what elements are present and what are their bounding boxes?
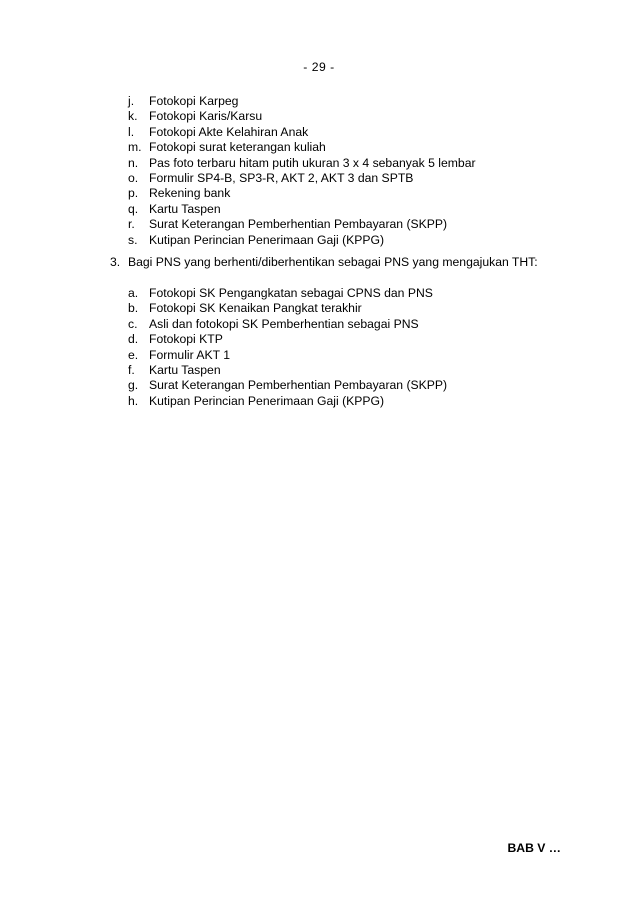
list-marker: q. [128,201,139,216]
list-item-text: Fotokopi Karpeg [149,94,239,108]
list-item-text: Fotokopi Akte Kelahiran Anak [149,124,309,139]
list-item-text: Fotokopi KTP [149,332,223,347]
list-item [128,378,568,393]
list-marker: c. [128,316,138,331]
list-item-text: Kartu Taspen [149,362,221,377]
list-marker: s. [128,232,138,247]
list-item-text: Formulir AKT 1 [149,347,231,362]
list-item [128,140,568,155]
list-item-text: Pas foto terbaru hitam putih ukuran 3 x 4 sebanyak 5 lembar [149,155,476,170]
list-item [128,202,568,217]
list-marker: n. [128,155,139,170]
list-marker: h. [128,393,139,408]
list-item [128,109,568,124]
list-marker: j. [128,94,135,108]
list-marker: r. [128,217,135,232]
list-item [128,125,568,140]
list-item [128,156,568,171]
list-item-text: Kartu Taspen [149,201,221,216]
list-item [128,332,568,347]
list-item [128,394,568,409]
list-item [128,348,568,363]
list-marker: k. [128,109,138,124]
section-number: 3. [110,255,121,269]
list-item [128,94,568,109]
document-list-continued [128,94,568,248]
list-item [128,171,568,186]
list-item [128,317,568,332]
list-item-text: Fotokopi SK Kenaikan Pangkat terakhir [149,301,362,316]
list-marker: p. [128,186,139,201]
list-item [128,233,568,248]
list-item-text: Formulir SP4-B, SP3-R, AKT 2, AKT 3 dan SPTB [149,170,414,185]
page-number: - 29 - [303,60,335,74]
list-item-text: Kutipan Perincian Penerimaan Gaji (KPPG) [149,232,385,247]
list-marker: e. [128,347,139,362]
list-marker: d. [128,332,139,347]
list-marker: a. [128,286,139,300]
list-item-text: Fotokopi surat keterangan kuliah [149,140,326,155]
section-heading-text: Bagi PNS yang berhenti/diberhentikan sebagai PNS yang mengajukan THT: [128,255,538,269]
list-item [128,217,568,232]
list-marker: o. [128,170,139,185]
list-item [128,363,568,378]
list-item-text: Asli dan fotokopi SK Pemberhentian sebagai PNS [149,316,419,331]
list-item-text: Rekening bank [149,186,231,201]
list-marker: m. [128,140,142,155]
list-item [128,286,568,301]
list-marker: f. [128,362,135,377]
continuation-footer: BAB V … [507,841,561,855]
list-item-text: Surat Keterangan Pemberhentian Pembayaran (SKPP) [149,217,448,232]
list-item-text: Kutipan Perincian Penerimaan Gaji (KPPG) [149,393,385,408]
list-item-text: Fotokopi Karis/Karsu [149,109,263,124]
list-marker: g. [128,378,139,393]
list-item-text: Surat Keterangan Pemberhentian Pembayaran (SKPP) [149,378,448,393]
section-3-list [128,286,568,409]
list-item [128,301,568,316]
list-marker: l. [128,124,135,139]
list-item [128,186,568,201]
list-item-text: Fotokopi SK Pengangkatan sebagai CPNS dan PNS [149,286,433,300]
list-marker: b. [128,301,139,316]
